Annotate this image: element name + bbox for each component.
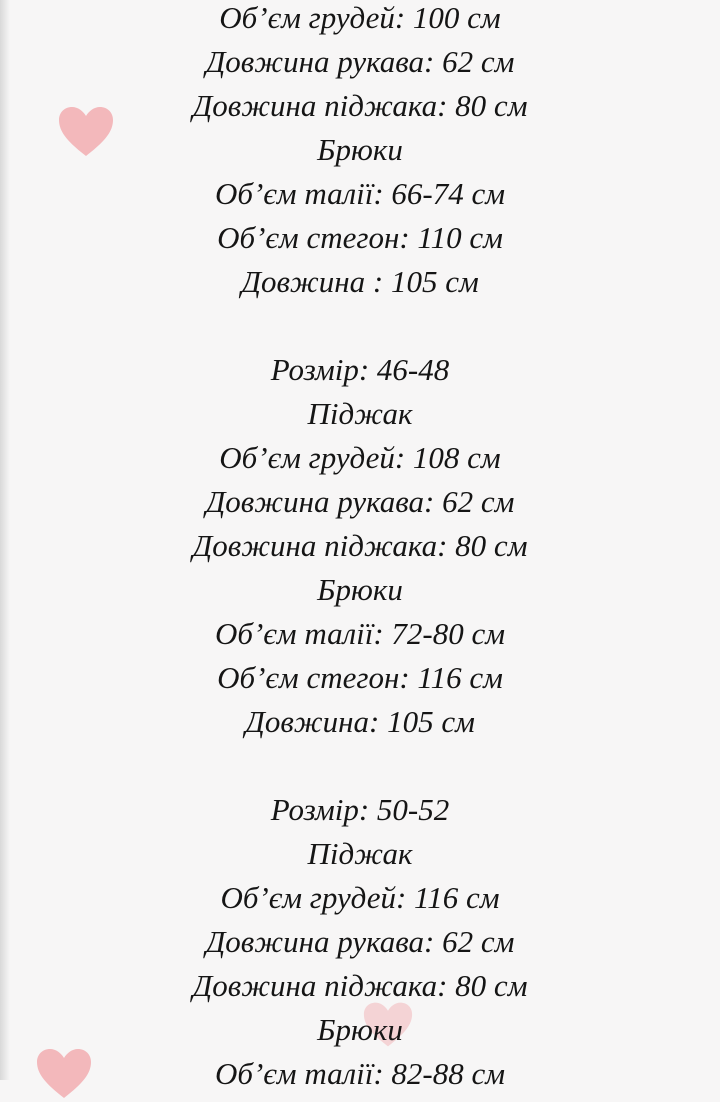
chest-line: Об’єм грудей: 100 см [219, 0, 501, 35]
trousers-heading: Брюки [317, 1012, 403, 1047]
size-block-3 [0, 788, 720, 1096]
jacket-length-line: Довжина піджака: 80 см [192, 968, 528, 1003]
waist-line: Об’єм талії: 66-74 см [214, 176, 506, 211]
trousers-length-line: Довжина: 105 см [245, 704, 475, 739]
jacket-length-line: Довжина піджака: 80 см [192, 528, 528, 563]
trousers-length-line: Довжина : 105 см [241, 264, 479, 299]
size-heading: Розмір: 50-52 [270, 792, 450, 827]
size-heading: Розмір: 46-48 [270, 352, 450, 387]
sleeve-line: Довжина рукава: 62 см [205, 44, 515, 79]
jacket-heading: Піджак [307, 396, 413, 431]
trousers-heading: Брюки [317, 132, 403, 167]
size-block-2 [0, 348, 720, 744]
jacket-length-line: Довжина піджака: 80 см [192, 88, 528, 123]
size-block-1 [0, 0, 720, 304]
waist-line: Об’єм талії: 82-88 см [214, 1056, 506, 1091]
hips-line: Об’єм стегон: 110 см [217, 220, 503, 255]
chest-line: Об’єм грудей: 116 см [220, 880, 500, 915]
waist-line: Об’єм талії: 72-80 см [214, 616, 506, 651]
sleeve-line: Довжина рукава: 62 см [205, 924, 515, 959]
jacket-heading: Піджак [307, 836, 413, 871]
spacer [0, 304, 720, 348]
chest-line: Об’єм грудей: 108 см [219, 440, 501, 475]
trousers-heading: Брюки [317, 572, 403, 607]
spacer [0, 744, 720, 788]
sleeve-line: Довжина рукава: 62 см [205, 484, 515, 519]
hips-line: Об’єм стегон: 116 см [217, 660, 503, 695]
